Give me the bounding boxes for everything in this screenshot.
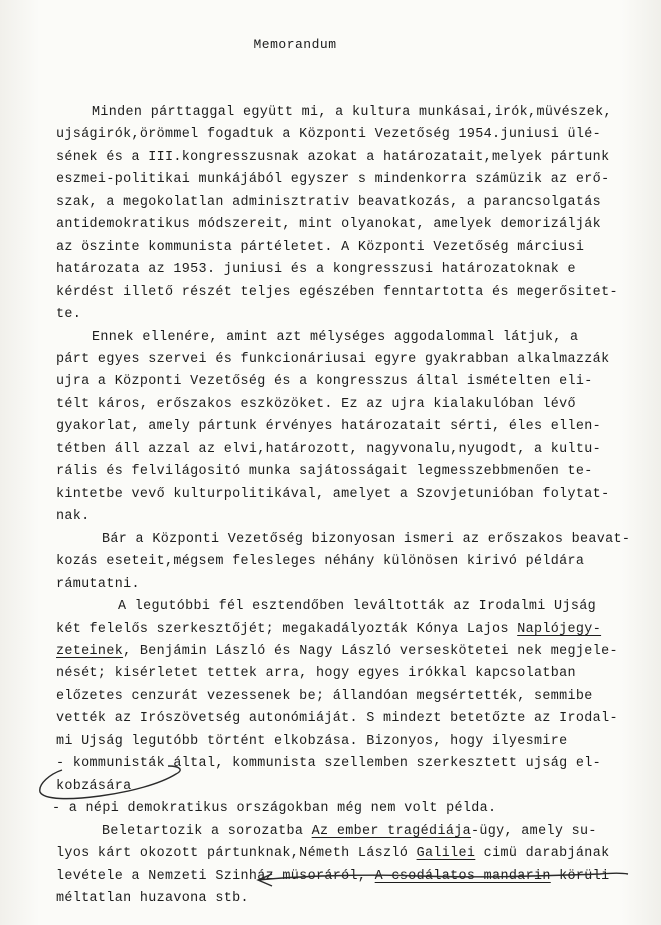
text-line: sének és a III.kongresszusnak azokat a határozatait,melyek pártunk [56, 149, 610, 165]
text-line: kobzására [56, 778, 132, 794]
text-line: - kommunisták által, kommunista szellemben szerkesztett ujság el- [56, 756, 602, 772]
text-line: tétben áll azzal az elvi,határozott, nagyvonalu,nyugodt, a kultu- [56, 441, 602, 457]
text-line: nak. [56, 509, 90, 525]
text-line: rámutatni. [56, 576, 140, 592]
text-line: két felelős szerkesztőjét; megakadályozták Kónya Lajos Naplójegy- [56, 621, 602, 637]
text-line: kintetbe vevő kulturpolitikával, amelyet a Szovjetunióban folytat- [56, 486, 610, 502]
text-line: antidemokratikus módszereit, mint olyanokat, amelyek demorizálják [56, 217, 602, 233]
text-line: Bár a Központi Vezetőség bizonyosan ismeri az erőszakos beavat- [102, 531, 631, 547]
text-line: vették az Irószövetség autonómiáját. S mindezt betetőzte az Irodal- [56, 711, 618, 727]
text-line: Ennek ellenére, amint azt mélységes aggodalommal látjuk, a [92, 329, 579, 345]
text-line: levétele a Nemzeti Szinház müsoráról, A csodálatos mandarin körüli [56, 868, 610, 884]
text-line: határozata az 1953. juniusi és a kongresszusi határozatoknak e [56, 262, 576, 278]
text-line: kozás eseteit,mégsem felesleges néhány különösen kirivó példára [56, 554, 585, 570]
text-line: méltatlan huzavona stb. [56, 891, 249, 906]
text-line: párt egyes szervei és funkcionáriusai egyre gyakrabban alkalmazzák [56, 352, 610, 368]
document-title: Memorandum [253, 37, 337, 52]
text-line: előzetes cenzurát vezessenek be; állandóan megsértették, semmibe [56, 688, 593, 704]
text-line: A legutóbbi fél esztendőben leváltották az Irodalmi Ujság [118, 599, 596, 615]
text-line: - a népi demokratikus országokban még nem volt példa. [52, 801, 497, 817]
text-line: gyakorlat, amely pártunk érvényes határozatait sérti, éles ellen- [56, 419, 602, 435]
text-line: ujra a Központi Vezetőség és a kongresszus által ismételten eli- [56, 374, 593, 390]
text-line: rális és felvilágositó munka sajátosságait legmesszebbmenően te- [56, 464, 593, 480]
text-line: télt káros, erőszakos eszközöket. Ez az ujra kialakulóban lévő [56, 396, 576, 412]
text-line: nését; kisérletet tettek arra, hogy egyes irókkal kapcsolatban [56, 666, 576, 682]
text-line: lyos kárt okozott pártunknak,Németh László Galilei cimü darabjának [56, 846, 610, 862]
text-line: zeteinek, Benjámin László és Nagy László verseskötetei nek megjele- [56, 643, 618, 659]
text-line: szak, a megokolatlan adminisztrativ beavatkozás, a parancsolgatás [56, 194, 602, 210]
text-line: Beletartozik a sorozatba Az ember tragédiája-ügy, amely su- [102, 823, 597, 839]
text-line: Minden párttaggal együtt mi, a kultura munkásai,irók,müvészek, [92, 105, 612, 120]
text-line: kérdést illető részét teljes egészében fenntartotta és megerősitet- [56, 284, 618, 300]
text-line: mi Ujság legutóbb történt elkobzása. Bizonyos, hogy ilyesmire [56, 733, 568, 749]
text-line: az öszinte kommunista pártéletet. A Központi Vezetőség márciusi [56, 239, 585, 255]
text-line: te. [56, 307, 82, 323]
text-line: eszmei-politikai munkájából egyszer s mindenkorra számüzik az erő- [56, 172, 610, 188]
text-line: ujságirók,örömmel fogadtuk a Központi Vezetőség 1954.juniusi ülé- [56, 127, 602, 143]
